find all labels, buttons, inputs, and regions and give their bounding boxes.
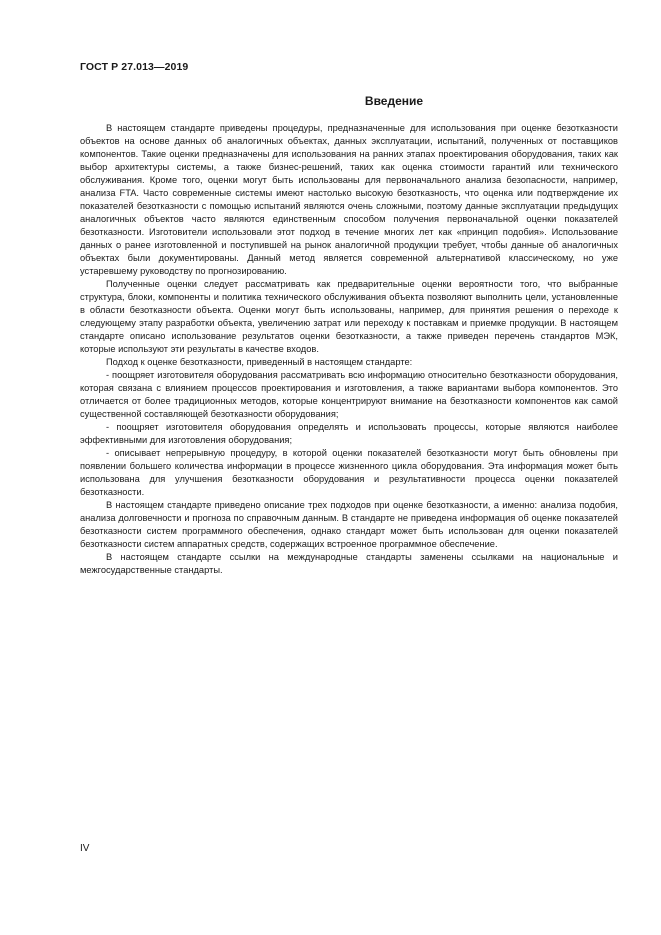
- paragraph: В настоящем стандарте приведены процедуры, предназначенные для использования при оценке безотказности объектов на основе данных об аналогичных объектах, данных эксплуатации, испытаний, полученных от поставщиков компонентов. Такие оценки предназначены для использования на ранних этапах проектирования оборудования, таких как выбор архитектуры системы, а также бизнес-решений, таких как оценка стоимости гарантий или технического обслуживания. Кроме того, оценки могут быть использованы для первоначального анализа безопасности, например, анализа FTA. Часто современные системы имеют настолько высокую безотказность, что оценка или подтверждение их показателей безотказности с помощью испытаний являются очень сложными, поэтому данные эксплуатации предыдущих аналогичных объектов часто являются единственным способом получения первоначальной оценки показателей безотказности. Изготовители использовали этот подход в течение многих лет как «принцип подобия». Использование данных о ранее изготовленной и поступившей на рынок аналогичной продукции требует, чтобы данные об аналогичных объектах были документированы. Данный метод является современной альтернативой классическому, но уже устаревшему руководству по прогнозированию.: [80, 123, 618, 276]
- list-item: - описывает непрерывную процедуру, в которой оценки показателей безотказности могут быть обновлены при появлении большего количества информации в процессе жизненного цикла оборудования. Эта информация может быть использована для улучшения безотказности оборудования и результативности процесса оценки показателей безотказности.: [80, 448, 618, 497]
- list-item: - поощряет изготовителя оборудования рассматривать всю информацию относительно безотказности оборудования, которая связана с влиянием процессов проектирования и изготовления, а также вариантами выбора компонентов. Это отличается от более традиционных методов, которые концентрируют внимание на безотказности компонентов как самой существенной составляющей безотказности оборудования;: [80, 370, 618, 419]
- section-title: Введение: [364, 94, 424, 108]
- paragraph: Подход к оценке безотказности, приведенный в настоящем стандарте:: [106, 357, 413, 367]
- page-number: IV: [80, 843, 90, 854]
- paragraph: В настоящем стандарте приведено описание трех подходов при оценке безотказности, а именно: анализа подобия, анализа долговечности и прогноза по справочным данным. В стандарте не приведена информация об оценке показателей безотказности систем программного обеспечения, однако стандарт может быть использован для оценки показателей безотказности систем аппаратных средств, содержащих встроенное программное обеспечение.: [80, 500, 618, 549]
- paragraph: В настоящем стандарте ссылки на международные стандарты заменены ссылками на национальные и межгосударственные стандарты.: [80, 552, 618, 575]
- body-text: [80, 122, 618, 577]
- section-title-wrapper: [80, 92, 618, 110]
- paragraph: Полученные оценки следует рассматривать как предварительные оценки вероятности того, что выбранные структура, блоки, компоненты и политика технического обслуживания объекта позволяют выполнить цели, установленные в области безотказности объекта. Оценки могут быть использованы, например, для принятия решения о переходе к следующему этапу разработки объекта, увеличению затрат или переходу к поставкам и приемке продукции. В настоящем стандарте описано использование результатов оценки безотказности, а также приведен перечень стандартов МЭК, которые используют эти результаты в качестве входов.: [80, 279, 618, 354]
- standard-code-header: ГОСТ Р 27.013—2019: [80, 61, 189, 73]
- list-item: - поощряет изготовителя оборудования определять и использовать процессы, которые являются наиболее эффективными для изготовления оборудования;: [80, 422, 618, 445]
